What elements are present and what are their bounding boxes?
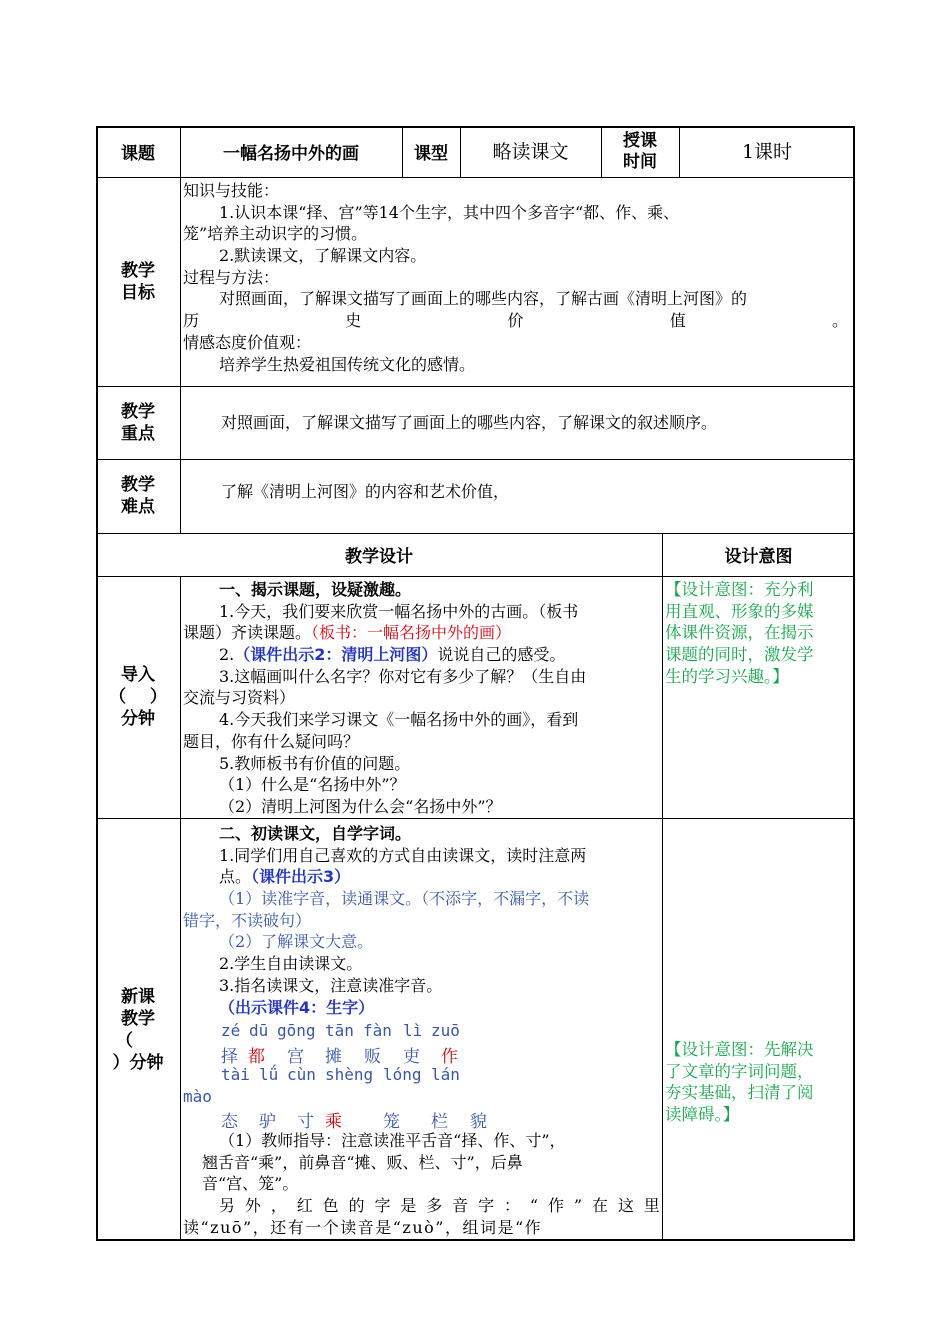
row-divider (96, 576, 855, 577)
history-char: 价 (507, 311, 524, 331)
key-points-text: 对照画面，了解课文描写了画面上的哪些内容，了解课文的叙述顺序。 (221, 413, 718, 432)
jchar: “ (529, 1196, 539, 1216)
pinyin: gōng (277, 1021, 316, 1040)
new-lesson-line-justified (183, 1195, 660, 1217)
intro-line: 4.今天我们来学习课文《一幅名扬中外的画》，看到 (219, 710, 579, 730)
jchar: 多 (426, 1196, 443, 1216)
jchar: 色 (322, 1196, 339, 1216)
char: 笼 (383, 1112, 400, 1132)
new-lesson-content (183, 823, 661, 1018)
jchar: 是 (400, 1196, 417, 1216)
new-lesson-text: 点。 (219, 867, 252, 887)
jchar: 这 (617, 1196, 634, 1216)
jchar: 字 (478, 1196, 495, 1216)
intro-text: 说说自己的感受。 (437, 645, 566, 665)
intro-line: 5.教师板书有价值的问题。 (219, 753, 411, 773)
pinyin: tài (221, 1065, 250, 1084)
label-intro-1: 导入 (121, 665, 155, 685)
jchar: 另 (219, 1196, 236, 1216)
label-key-points (96, 386, 180, 459)
char: 贩 (364, 1047, 381, 1067)
new-lesson-line: 读“zuō”，还有一个读音是“zuò”，组词是“作 (183, 1217, 543, 1237)
courseware-note: （出示课件4：生字） (219, 997, 375, 1017)
char: 栏 (431, 1112, 448, 1132)
intent-line: 读障碍。】 (665, 1105, 740, 1125)
new-lesson-line: 2.学生自由读课文。 (219, 954, 363, 974)
label-intro-2: （ ） (109, 687, 167, 707)
pinyin: zuō (431, 1021, 460, 1040)
intent-line: 体课件资源，在揭示 (665, 623, 814, 643)
pinyin-row-1 (221, 1021, 481, 1043)
pinyin: dū (249, 1021, 269, 1040)
jchar: ” (573, 1196, 583, 1216)
objectives-line: 知识与技能： (183, 181, 280, 200)
label-new-lesson-1: 新课 (121, 986, 155, 1007)
pinyin: lì (403, 1021, 423, 1040)
history-char: 历 (183, 311, 200, 331)
jchar: 外 (244, 1196, 261, 1216)
label-new-lesson-4: ）分钟 (112, 1052, 164, 1073)
new-lesson-line: 音“宫、笼”。 (202, 1174, 299, 1194)
row-divider (96, 177, 855, 178)
col-divider (180, 126, 181, 533)
new-lesson-line: 错字，不读破句） (183, 910, 312, 930)
jchar: 音 (452, 1196, 469, 1216)
char: 宫 (287, 1047, 304, 1067)
lesson-hours: 1课时 (741, 140, 793, 163)
label-objectives-2: 目标 (121, 282, 155, 303)
new-lesson-line (183, 866, 661, 888)
intro-line (183, 644, 661, 666)
jchar: 字 (374, 1196, 391, 1216)
teaching-design-heading: 教学设计 (345, 547, 413, 567)
char: 驴 (259, 1112, 276, 1132)
row-divider (96, 818, 855, 819)
pinyin: shèng (325, 1065, 374, 1084)
intro-line: （2）清明上河图为什么会“名扬中外”？ (219, 796, 502, 816)
char-row-2 (221, 1107, 501, 1132)
pinyin: fàn (363, 1021, 392, 1040)
label-topic: 课题 (121, 144, 155, 164)
char-polyphone: 都 (248, 1047, 265, 1067)
label-new-lesson-2: 教学 (121, 1008, 155, 1029)
label-objectives (96, 177, 180, 386)
label-difficulties (96, 459, 180, 533)
intro-text: 2. (219, 645, 235, 665)
char-row-1 (221, 1042, 481, 1067)
new-lesson-heading: 二、初读课文，自学字词。 (219, 824, 412, 843)
col-divider (180, 576, 181, 1241)
courseware-note: （课件出示3） (251, 867, 351, 887)
label-type: 课型 (414, 144, 448, 164)
intro-heading: 一、揭示课题，设疑激趣。 (219, 580, 412, 599)
jchar: 红 (296, 1196, 313, 1216)
intent-line: 用直观、形象的多媒 (665, 601, 814, 621)
objectives-line: 笼”培养主动识字的习惯。 (183, 224, 368, 244)
intent-line: 【设计意图：先解决 (665, 1040, 814, 1059)
new-lesson-line: 3.指名读课文，注意读准字音。 (219, 975, 443, 995)
objectives-line: 过程与方法： (183, 267, 280, 287)
pinyin: cùn (287, 1065, 316, 1084)
col-divider (662, 533, 663, 1241)
history-char: 。 (831, 311, 848, 331)
difficulties-text: 了解《清明上河图》的内容和艺术价值， (221, 482, 510, 501)
courseware-note: （课件出示2：清明上河图） (234, 645, 438, 665)
label-difficulties-1: 教学 (121, 475, 155, 495)
pinyin: tān (325, 1021, 354, 1040)
intent-line: 【设计意图：充分利 (665, 580, 814, 599)
jchar: 在 (591, 1196, 608, 1216)
intro-line (183, 622, 661, 644)
objectives-line: 对照画面，了解课文描写了画面上的哪些内容，了解古画《清明上河图》的 (219, 289, 748, 309)
intent-line: 生的学习兴趣。】 (665, 666, 789, 686)
intro-text: 课题）齐读课题。 (183, 623, 312, 643)
label-difficulties-2: 难点 (121, 497, 155, 517)
objectives-line: 培养学生热爱祖国传统文化的感情。 (219, 354, 476, 374)
board-note: （板书：一幅名扬中外的画） (311, 623, 512, 643)
intro-line: 题目，你有什么疑问吗？ (183, 731, 360, 751)
pinyin: lóng (383, 1065, 422, 1084)
lesson-type: 略读课文 (492, 140, 569, 163)
new-lesson-design-intent (665, 1039, 853, 1126)
objectives-line: 2.默读课文，了解课文内容。 (219, 246, 427, 266)
jchar: 作 (547, 1196, 564, 1216)
label-hours (601, 126, 679, 177)
label-key-points-2: 重点 (121, 423, 155, 444)
intent-line: 夯实基础，扫清了阅 (665, 1083, 814, 1103)
new-lesson-line: （1）读准字音，读通课文。（不添字，不漏字，不读 (219, 889, 590, 909)
intent-line: 了文章的字词问题， (665, 1061, 814, 1081)
label-key-points-1: 教学 (121, 401, 155, 422)
char-polyphone: 乘 (325, 1112, 342, 1132)
jchar: ： (503, 1196, 520, 1216)
label-new-lesson-3: （ (116, 1030, 133, 1051)
jchar: ， (270, 1196, 287, 1216)
topic-title: 一幅名扬中外的画 (223, 144, 359, 164)
intro-content (183, 579, 661, 818)
jchar: 的 (348, 1196, 365, 1216)
char: 吏 (403, 1047, 420, 1067)
history-char: 值 (669, 311, 686, 331)
objectives-line: 1.认识本课“择、宫”等14个生字，其中四个多音字“都、作、乘、 (219, 202, 680, 222)
objectives-line-history (183, 310, 848, 332)
char-polyphone: 作 (441, 1047, 458, 1067)
label-hours-line1: 授课 (623, 130, 657, 151)
intro-line: （1）什么是“名扬中外”？ (219, 775, 406, 795)
label-intro-3: 分钟 (121, 709, 155, 729)
pinyin: zé (221, 1021, 241, 1040)
label-hours-line2: 时间 (623, 151, 657, 172)
label-objectives-1: 教学 (121, 260, 155, 281)
intro-line: 1.今天，我们要来欣赏一幅名扬中外的古画。（板书 (219, 601, 579, 621)
intent-line: 课题的同时，激发学 (665, 645, 814, 665)
char: 摊 (325, 1047, 342, 1067)
char: 貌 (470, 1112, 487, 1132)
design-intent-heading: 设计意图 (724, 547, 793, 567)
label-new-lesson (96, 818, 180, 1241)
intro-design-intent (665, 579, 853, 687)
jchar: 里 (643, 1196, 660, 1216)
new-lesson-line: （1）教师指导：注意读准平舌音“择、作、寸”， (219, 1131, 566, 1150)
objectives-line: 情感态度价值观： (183, 332, 312, 352)
new-lesson-line: 翘舌音“乘”，前鼻音“摊、贩、栏、寸”，后鼻 (202, 1152, 523, 1172)
row-divider (96, 459, 855, 460)
pinyin: lán (431, 1065, 460, 1084)
intro-line: 3.这幅画叫什么名字？你对它有多少了解？（生自由 (219, 666, 587, 686)
intro-line: 交流与习资料） (183, 688, 296, 708)
pinyin-row-2 (221, 1065, 481, 1087)
new-lesson-content-2 (183, 1130, 661, 1238)
label-intro (96, 576, 180, 818)
row-divider (96, 386, 855, 387)
char: 态 (221, 1112, 238, 1132)
pinyin: lǘ (259, 1065, 279, 1084)
history-char: 史 (345, 311, 362, 331)
char: 寸 (297, 1112, 314, 1132)
char: 择 (221, 1047, 238, 1067)
pinyin-extra: mào (183, 1087, 212, 1106)
new-lesson-line: 1.同学们用自己喜欢的方式自由读课文，读时注意两 (219, 845, 587, 865)
new-lesson-line: （2）了解课文大意。 (219, 932, 374, 952)
objectives-content (183, 180, 853, 375)
